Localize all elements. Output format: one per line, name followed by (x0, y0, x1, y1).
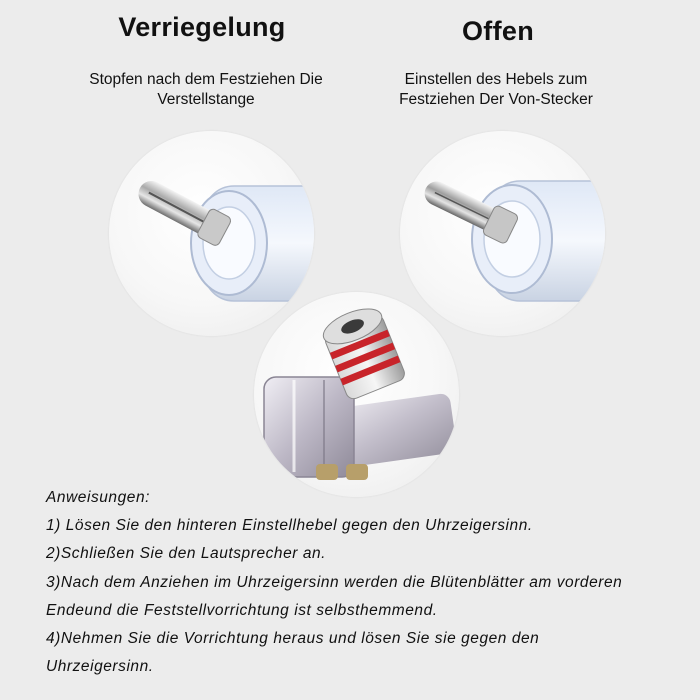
locked-plug-photo (109, 131, 314, 336)
locked-description-line-2: Verstellstange (157, 91, 255, 108)
instruction-line: 3)Nach dem Anziehen im Uhrzeigersinn werden die Blütenblätter am vorderen (46, 573, 623, 591)
instructions-heading: Anweisungen: (46, 489, 150, 506)
open-plug-photo (400, 131, 605, 336)
instruction-line: Endeund die Feststellvorrichtung ist selbsthemmend. (46, 601, 438, 619)
locked-description-line-1: Stopfen nach dem Festziehen Die (89, 71, 323, 88)
plug-rear-photo (254, 292, 459, 497)
open-description (336, 70, 656, 110)
open-title: Offen (462, 16, 534, 46)
open-description-line-1: Einstellen des Hebels zum (404, 71, 588, 88)
instruction-line: Uhrzeigersinn. (46, 658, 154, 676)
instruction-line: 4)Nehmen Sie die Vorrichtung heraus und lösen Sie sie gegen den (46, 630, 540, 648)
instruction-line: 2)Schließen Sie den Lautsprecher an. (46, 545, 327, 563)
instruction-line: 1) Lösen Sie den hinteren Einstellhebel gegen den Uhrzeigersinn. (46, 517, 533, 535)
locked-title: Verriegelung (118, 12, 286, 42)
open-description-line-2: Festziehen Der Von-Stecker (399, 91, 593, 108)
locked-description (46, 70, 366, 110)
instructions (46, 484, 676, 681)
